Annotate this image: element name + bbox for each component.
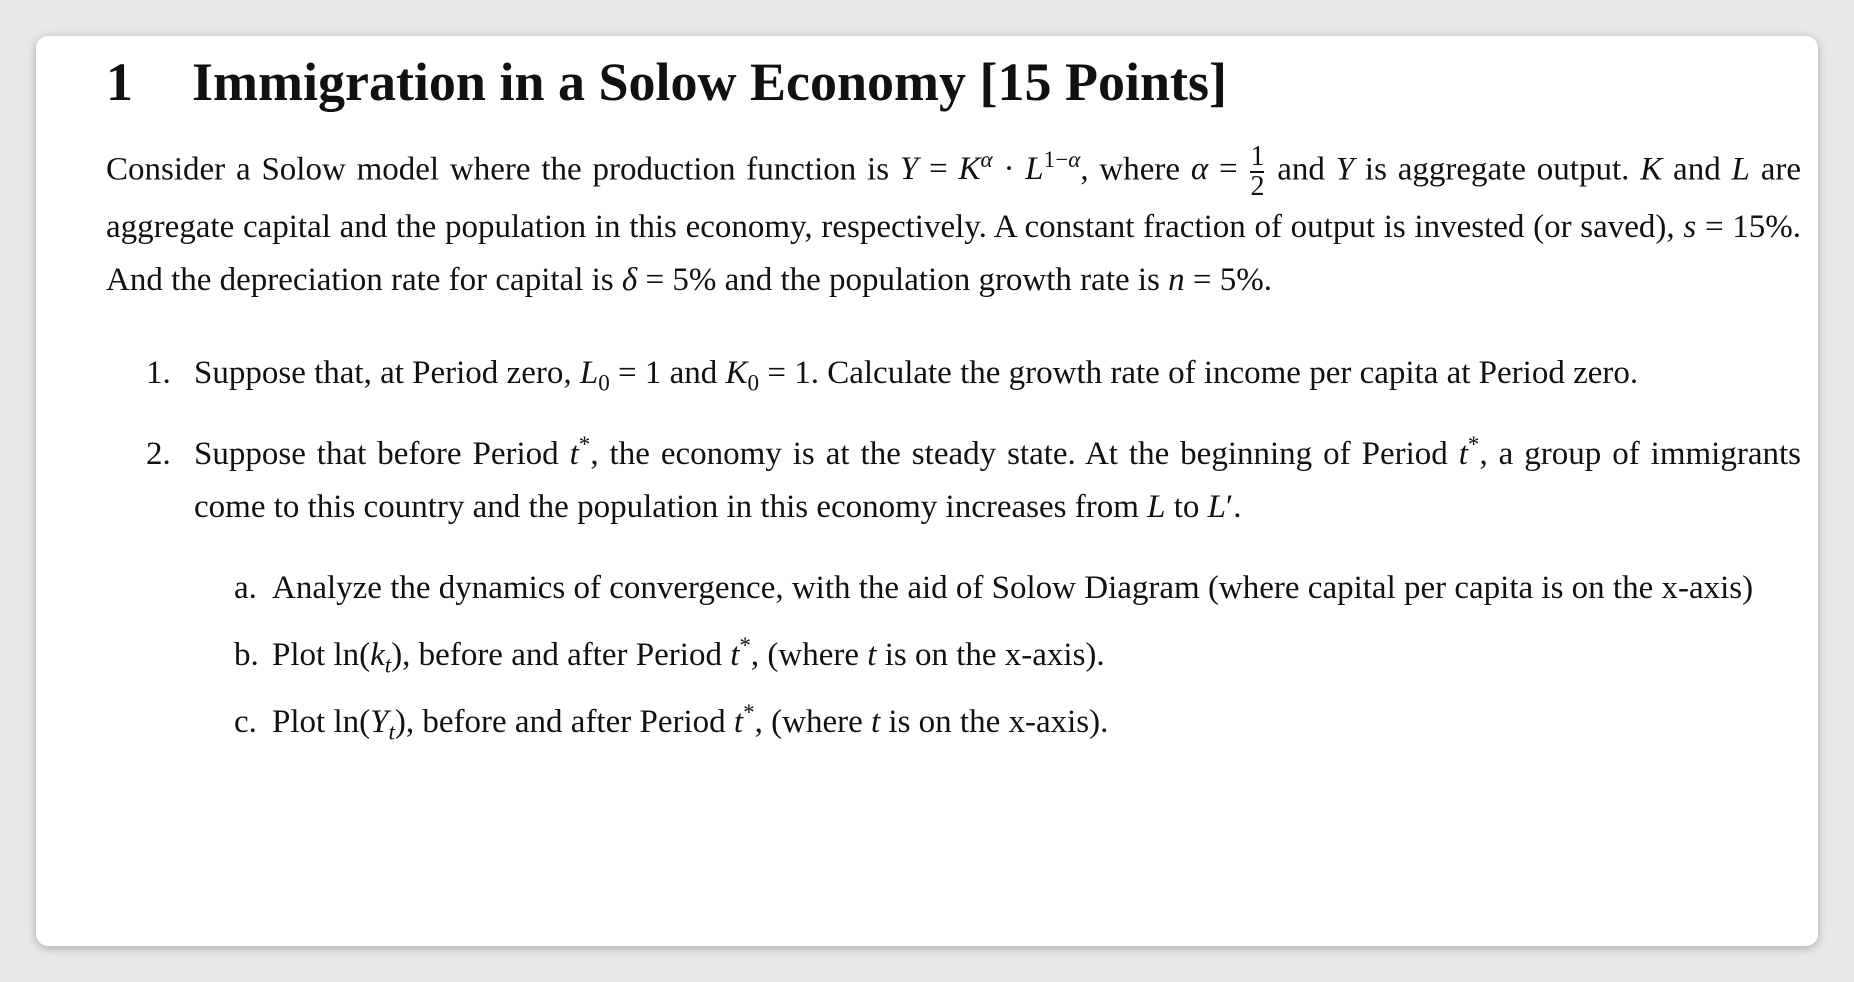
population-growth-rate: n = 5% xyxy=(1168,261,1264,298)
question-2c: c. Plot $\ln(Y_t)$, before and after Period t*, (where t is on the x-axis). xyxy=(234,698,1109,745)
depreciation-rate: δ = 5% xyxy=(621,261,717,298)
sub-question-list xyxy=(194,562,1801,749)
document-content xyxy=(106,50,1801,777)
section-number: 1 xyxy=(106,52,133,112)
question-list xyxy=(106,347,1801,749)
question-2b: b. Plot $\ln(k_t)$, before and after Period t*, (where t is on the x-axis). xyxy=(234,631,1105,678)
question-2a: a. Analyze the dynamics of convergence, with the aid of Solow Diagram (where capital per capita is on the x-axis) xyxy=(234,569,1754,606)
alpha-value: α = $\frac{1}{2}$ xyxy=(1190,140,1265,202)
production-function: $Y = K^\alpha \cdot L^{1-\alpha}$ xyxy=(899,146,1081,188)
document-card xyxy=(36,36,1818,946)
question-2: 2. Suppose that before Period t*, the economy is at the steady state. At the beginning of Period t*, a group of immigrants come to this country and the population in this economy increases from L to L′. a. Analyze the dynamics of convergence, with the aid of Solow Diagram (where capital per capita is on the x-axis) b. Plot $\ln(k_t)$, before and after Period t*, (where t is on the x-axis). c. Plot $\ln(Y_t)$, before and after Period t*, (where t is on the x-axis). xyxy=(106,428,1801,749)
savings-rate: s = 15% xyxy=(1683,208,1793,245)
section-heading xyxy=(106,50,1801,115)
question-1: 1. Suppose that, at Period zero, $L_0 = 1$ and $K_0 = 1$. Calculate the growth rate of income per capita at Period zero. xyxy=(146,354,1639,396)
fraction: $\frac{1}{2}$ xyxy=(1250,140,1265,202)
intro-paragraph: Consider a Solow model where the production function is $Y = K^\alpha \cdot L^{1-\alpha}$, where α = $\frac{1}{2}$ and Y is aggregate output. K and L are aggregate capital and the population in this economy, respectively. A constant fraction of output is invested (or saved), s = 15%. And the depreciation rate for capital is δ = 5% and the population growth rate is n = 5%. xyxy=(106,140,1801,298)
section-title: Immigration in a Solow Economy [15 Points] xyxy=(192,52,1228,112)
